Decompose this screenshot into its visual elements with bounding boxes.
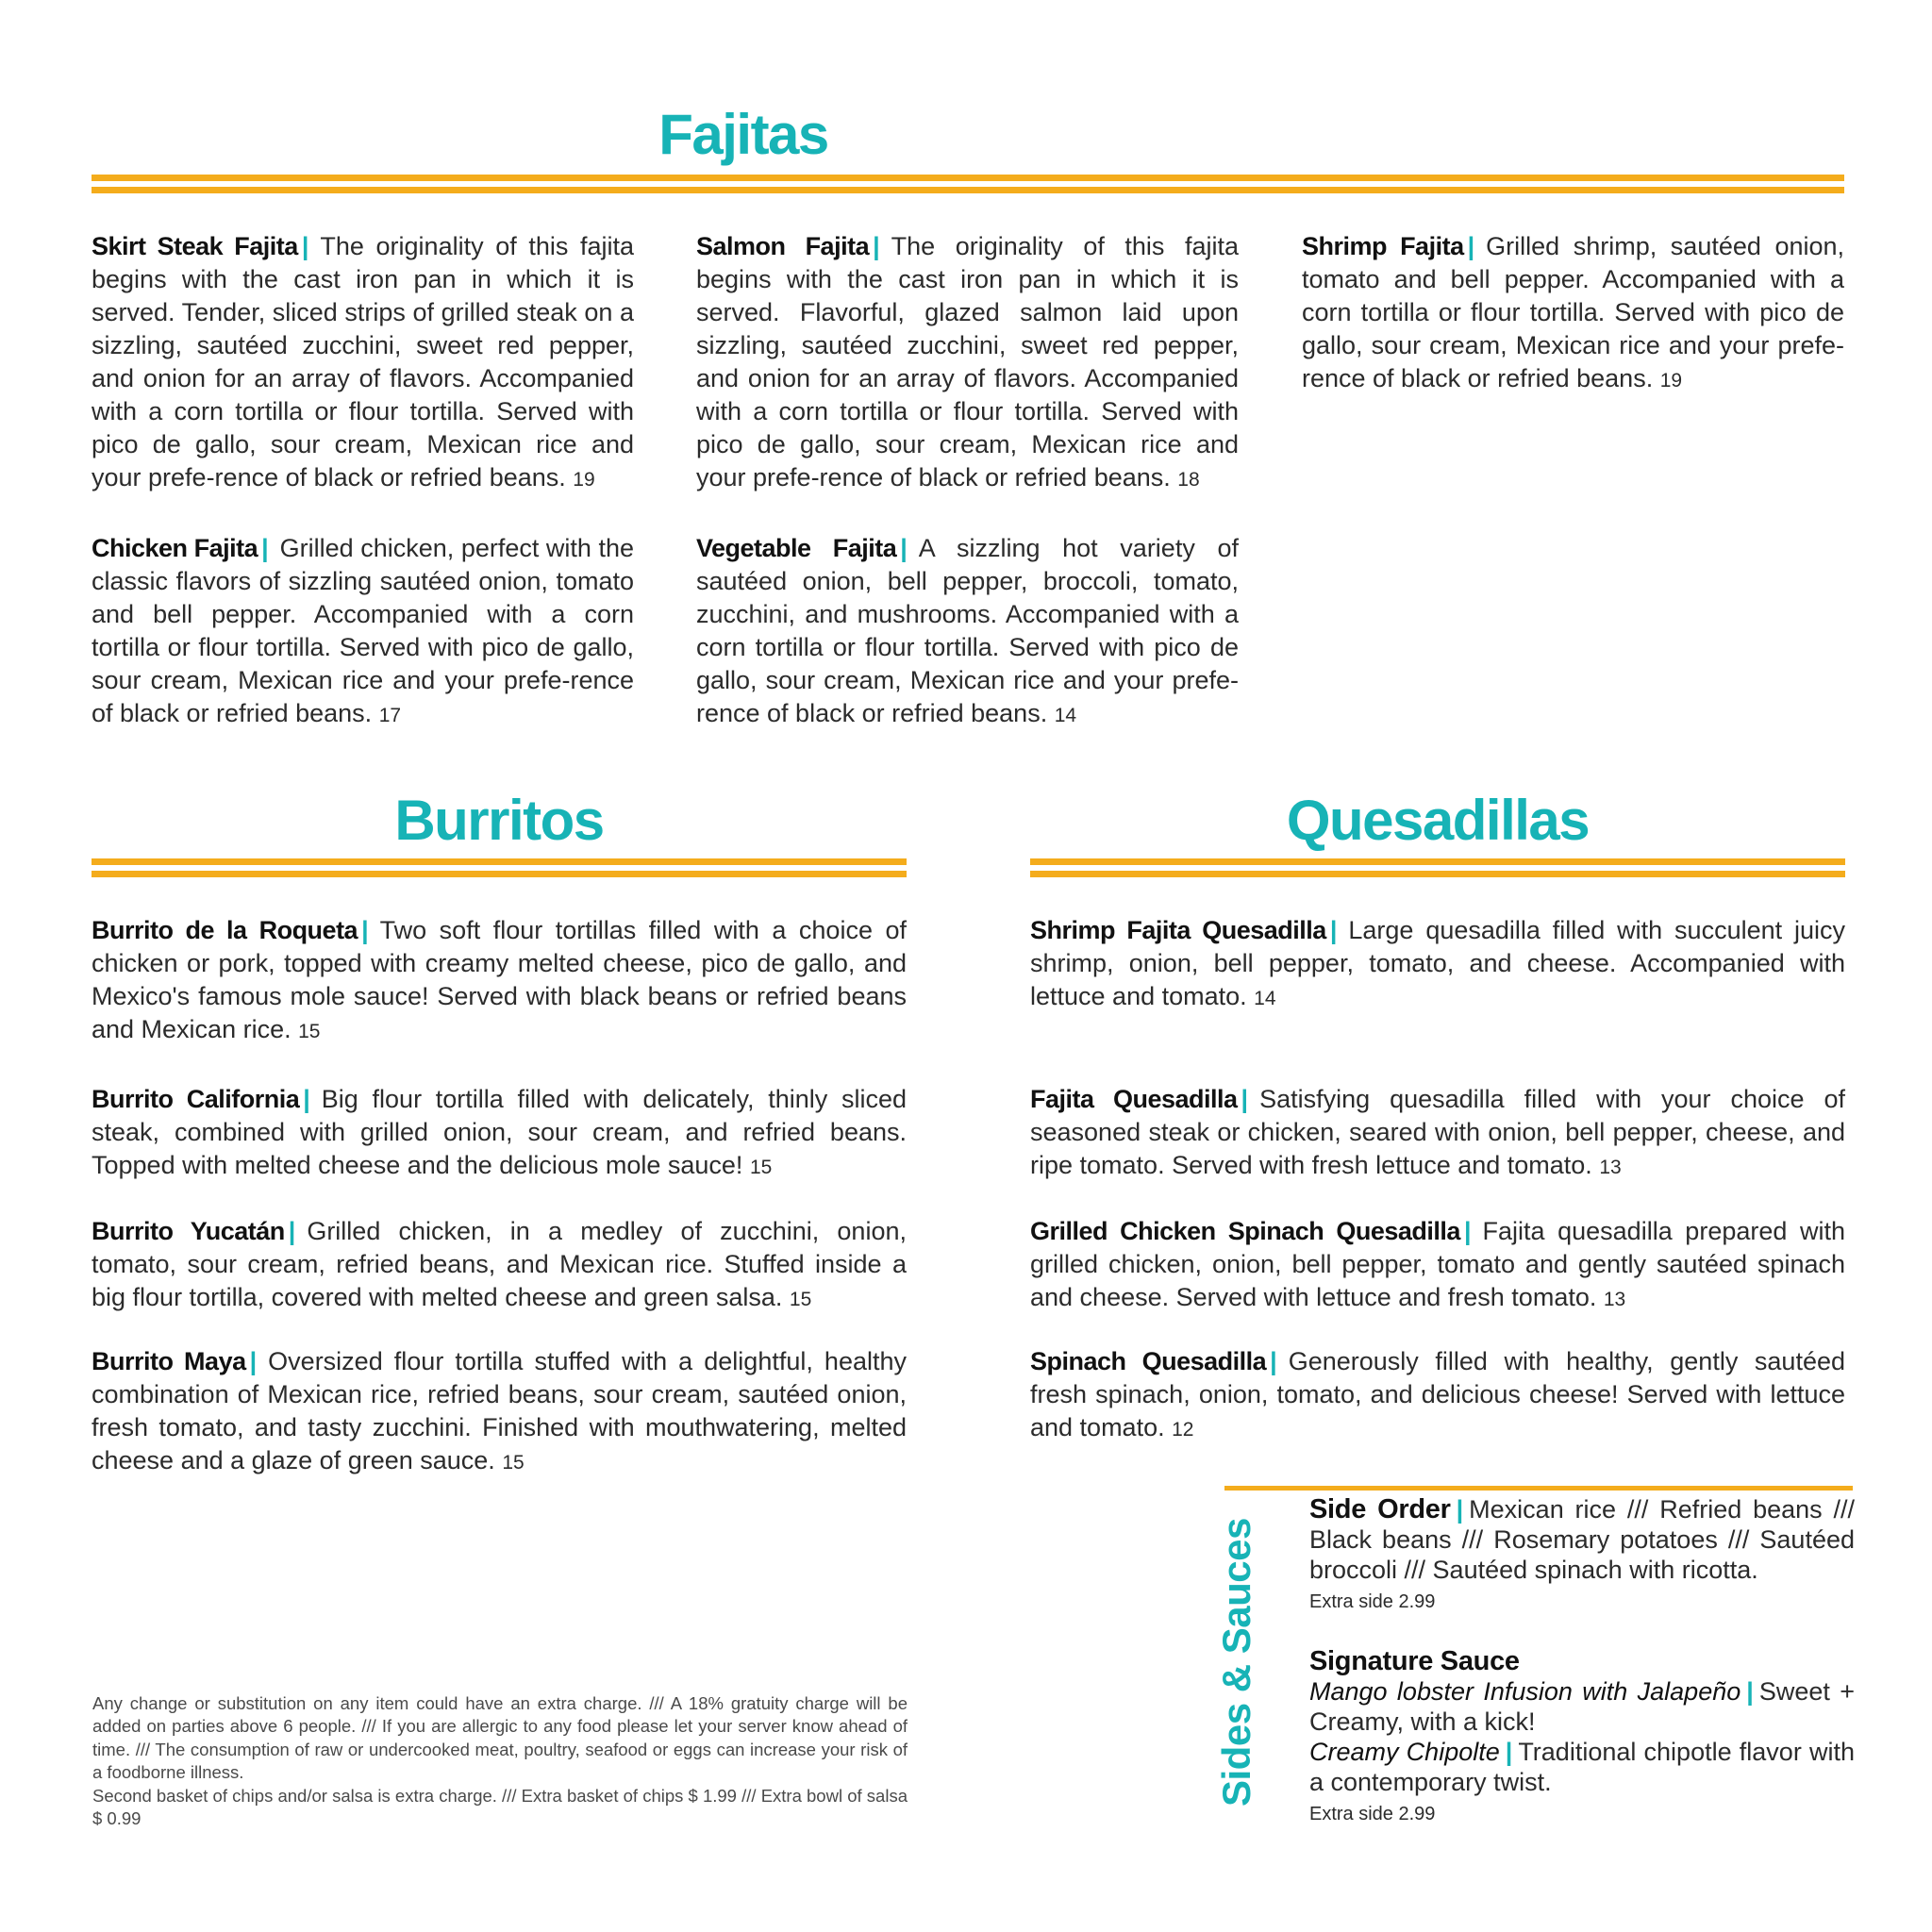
menu-item-chicken-fajita [92,532,634,732]
item-price: 14 [1254,988,1276,1009]
divider-bar: | [1270,1347,1277,1375]
divider-bar: | [303,1085,310,1113]
sauce-description: Traditional chipotle flavor with a contemporary twist. [1309,1738,1855,1796]
item-description: A sizzling hot variety of sautéed onion, bell pepper, broccoli, tomato, zucchini, and mushrooms. Accompanied with a corn tortilla or flour tortilla. Served with pico de gallo, sour cream, Mexican rice and your prefe-rence of black or refried beans. [696,534,1239,727]
sauce-name: Creamy Chipolte [1309,1738,1500,1766]
burritos-rule [92,858,907,877]
item-description: Satisfying quesadilla filled with your choice of seasoned steak or chicken, seared with onion, bell pepper, cheese, and ripe tomato. Served with fresh lettuce and tomato. [1030,1085,1845,1179]
item-description: Generously filled with healthy, gently sautéed fresh spinach, onion, tomato, and delicious cheese! Served with lettuce and tomato. [1030,1347,1845,1441]
item-price: 15 [298,1021,321,1042]
item-price: 15 [502,1452,525,1474]
divider-bar: | [1746,1677,1754,1706]
divider-bar: | [261,534,269,562]
menu-item-vegetable-fajita [696,532,1239,732]
sauce-extra-price: Extra side 2.99 [1309,1804,1436,1824]
menu-item-shrimp-fajita-quesadilla [1030,914,1845,1015]
divider-bar: | [1505,1738,1513,1766]
divider-bar: | [1241,1085,1249,1113]
sides-rule [1224,1486,1853,1491]
item-price: 15 [749,1157,773,1178]
sides-sauces-title: Sides & Sauces [1214,1518,1258,1807]
menu-item-fajita-quesadilla [1030,1083,1845,1184]
menu-item-salmon-fajita [696,230,1239,496]
item-description: The originality of this fajita begins with the cast iron pan in which it is served. Tender, sliced strips of grilled steak on a sizzling, sautéed zucchini, sweet red pepper, and onion for an array of flavors. Accompanied with a corn tortilla or flour tortilla. Served with pico de gallo, sour cream, Mexican rice and your prefe-rence of black or refried beans. [92,232,634,491]
item-description: The originality of this fajita begins with the cast iron pan in which it is served. Flavorful, glazed salmon laid upon sizzling, sautéed zucchini, sweet red pepper, and onion for an array of flavors. Accompanied with a corn tortilla or flour tortilla. Served with pico de gallo, sour cream, Mexican rice and your prefe-rence of black or refried beans. [696,232,1239,491]
item-name: Shrimp Fajita Quesadilla [1030,916,1326,944]
signature-sauce-title: Signature Sauce [1309,1646,1520,1676]
item-price: 15 [789,1289,812,1310]
item-price: 17 [378,705,402,726]
divider-bar: | [301,232,309,260]
divider-bar: | [361,916,369,944]
menu-item-burrito-maya [92,1345,907,1479]
divider-bar: | [1463,1217,1472,1245]
item-name: Burrito de la Roqueta [92,916,358,944]
item-price: 19 [573,469,595,491]
divider-bar: | [249,1347,258,1375]
footnote-chips: Second basket of chips and/or salsa is extra charge. /// Extra basket of chips $ 1.99 /// Extra bowl of salsa $ 0.99 [92,1785,908,1829]
menu-item-grilled-chicken-spinach-quesadilla [1030,1215,1845,1316]
side-order-list: Mexican rice /// Refried beans /// Black beans /// Rosemary potatoes /// Sautéed broccoli /// Sautéed spinach with ricotta. [1309,1495,1855,1584]
side-order-block [1309,1494,1855,1615]
sauce-item [1309,1676,1855,1737]
item-name: Shrimp Fajita [1302,232,1464,260]
item-name: Burrito Yucatán [92,1217,285,1245]
sauce-name: Mango lobster Infusion with Jalapeño [1309,1677,1741,1706]
item-name: Salmon Fajita [696,232,870,260]
footnote-policy: Any change or substitution on any item could have an extra charge. /// A 18% gratuity charge will be added on parties above 6 people. /// If you are allergic to any food please let your server know ahead of time. /// The consumption of raw or undercooked meat, poultry, seafood or eggs can increase your risk of a foodborne illness. [92,1693,908,1783]
fajitas-title: Fajitas [658,103,828,166]
item-description: Grilled shrimp, sautéed onion, tomato and bell pepper. Accompanied with a corn tortilla or flour tortilla. Served with pico de gallo, sour cream, Mexican rice and your prefe-rence of black or refried beans. [1302,232,1845,392]
item-price: 19 [1659,370,1683,391]
item-price: 13 [1603,1289,1626,1310]
menu-item-burrito-yucatan [92,1215,907,1316]
item-description: Oversized flour tortilla stuffed with a delightful, healthy combination of Mexican rice, refried beans, sour cream, sautéed onion, fresh tomato, and tasty zucchini. Finished with mouthwatering, melted cheese and a glaze of green sauce. [92,1347,907,1474]
quesadillas-rule [1030,858,1845,877]
divider-bar: | [1467,232,1475,260]
divider-bar: | [873,232,880,260]
fajitas-rule [92,175,1844,193]
item-name: Vegetable Fajita [696,534,897,562]
signature-sauce-block [1309,1646,1855,1827]
item-description: Grilled chicken, in a medley of zucchini, onion, tomato, sour cream, refried beans, and Mexican rice. Stuffed inside a big flour tortilla, covered with melted cheese and green salsa. [92,1217,907,1311]
divider-bar: | [1329,916,1338,944]
sauce-description: Sweet + Creamy, with a kick! [1309,1677,1856,1736]
item-description: Grilled chicken, perfect with the classic flavors of sizzling sautéed onion, tomato and bell pepper. Accompanied with a corn tortilla or flour tortilla. Served with pico de gallo, sour cream, Mexican rice and your prefe-rence of black or refried beans. [92,534,634,727]
item-price: 12 [1172,1419,1194,1441]
menu-item-skirt-steak-fajita [92,230,634,496]
item-price: 13 [1599,1157,1622,1178]
divider-bar: | [900,534,908,562]
item-name: Skirt Steak Fajita [92,232,298,260]
quesadillas-title: Quesadillas [1286,789,1590,852]
footnote [92,1692,908,1830]
item-name: Burrito California [92,1085,300,1113]
item-description: Fajita quesadilla prepared with grilled chicken, onion, bell pepper, tomato and gently sautéed spinach and cheese. Served with lettuce and fresh tomato. [1030,1217,1846,1311]
side-order-extra-price: Extra side 2.99 [1309,1591,1436,1612]
menu-item-burrito-de-la-roqueta [92,914,907,1048]
item-name: Burrito Maya [92,1347,246,1375]
burritos-title: Burritos [394,789,604,852]
menu-item-shrimp-fajita [1302,230,1844,397]
sauce-item [1309,1737,1855,1797]
item-description: Big flour tortilla filled with delicately, thinly sliced steak, combined with grilled onion, sour cream, and refried beans. Topped with melted cheese and the delicious mole sauce! [92,1085,908,1179]
item-price: 18 [1177,469,1200,491]
side-order-title: Side Order [1309,1494,1451,1524]
item-name: Spinach Quesadilla [1030,1347,1267,1375]
divider-bar: | [1456,1495,1464,1524]
item-description: Two soft flour tortillas filled with a choice of chicken or pork, topped with creamy melted cheese, pico de gallo, and Mexico's famous mole sauce! Served with black beans or refried beans and Mexican rice. [92,916,907,1043]
menu-item-spinach-quesadilla [1030,1345,1845,1446]
item-description: Large quesadilla filled with succulent juicy shrimp, onion, bell pepper, tomato, and cheese. Accompanied with lettuce and tomato. [1030,916,1845,1010]
item-price: 14 [1054,705,1077,726]
item-name: Grilled Chicken Spinach Quesadilla [1030,1217,1460,1245]
divider-bar: | [288,1217,296,1245]
menu-item-burrito-california [92,1083,907,1184]
item-name: Chicken Fajita [92,534,258,562]
item-name: Fajita Quesadilla [1030,1085,1238,1113]
